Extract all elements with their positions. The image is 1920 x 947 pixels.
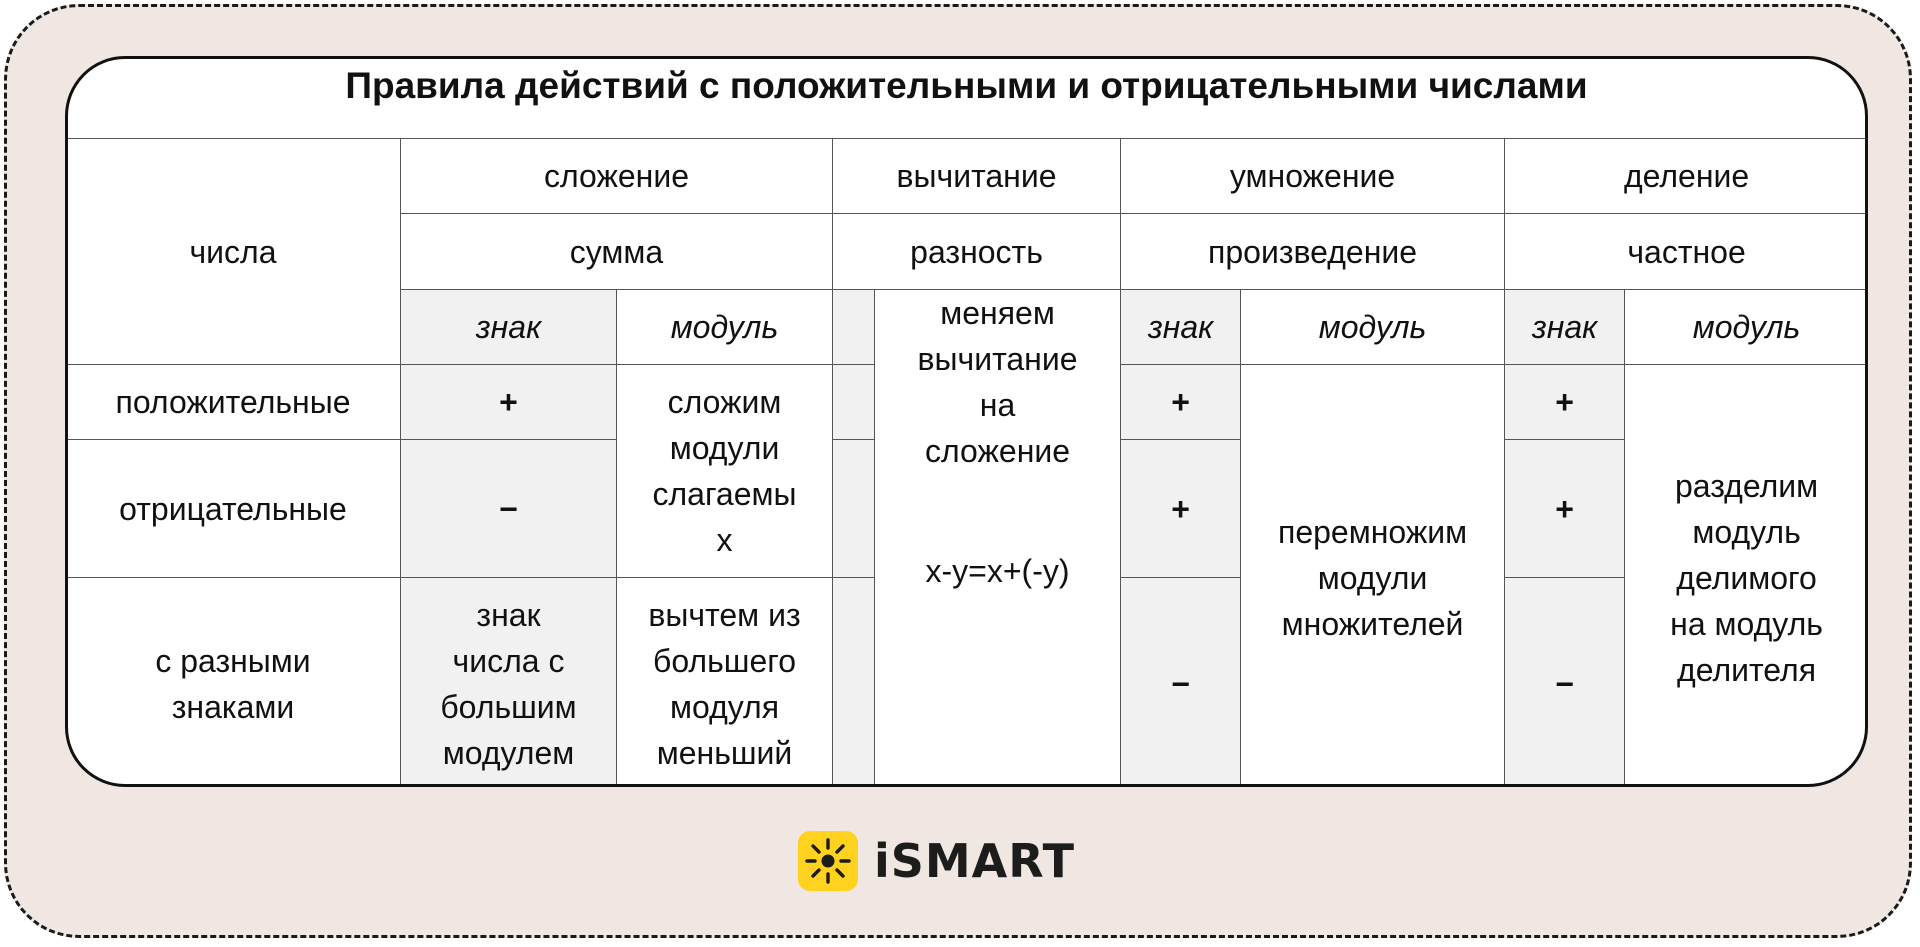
multiplication-positive-sign: + [1121,365,1241,440]
sun-icon [798,831,858,891]
rules-table [65,138,1868,787]
subtraction-formula: x-y=x+(-y) [925,553,1070,589]
row-negative: отрицательные [66,440,401,578]
addition-mixed-sign: знак числа с большим модулем [401,578,617,788]
addition-sign-header: знак [401,290,617,365]
multiplication-negative-sign: + [1121,440,1241,578]
addition-mixed-modulus: вычтем из большего модуля меньший [617,578,833,788]
addition-positive-sign: + [401,365,617,440]
subtraction-header: вычитание [833,139,1121,214]
division-sign-header: знак [1505,290,1625,365]
table-title: Правила действий с положительными и отрицательными числами [68,59,1865,139]
multiplication-sign-header: знак [1121,290,1241,365]
division-header: деление [1505,139,1868,214]
subtraction-rule: меняем вычитание на сложение [917,295,1078,469]
row-mixed-signs: с разными знаками [66,578,401,788]
product-header: произведение [1121,214,1505,290]
subtraction-gap-cell [833,578,875,788]
division-mixed-sign: − [1505,578,1625,788]
division-modulus-header: модуль [1625,290,1868,365]
logo-text: iSMART [874,834,1076,888]
subtraction-rule-cell [875,290,1121,788]
multiplication-mixed-sign: − [1121,578,1241,788]
addition-negative-sign: − [401,440,617,578]
division-negative-sign: + [1505,440,1625,578]
multiplication-modulus: перемножим модули множителей [1241,365,1505,788]
multiplication-modulus-header: модуль [1241,290,1505,365]
division-modulus: разделим модуль делимого на модуль делителя [1625,365,1868,788]
division-positive-sign: + [1505,365,1625,440]
subtraction-gap-cell [833,365,875,440]
page-frame [4,4,1912,938]
addition-header: сложение [401,139,833,214]
sum-header: сумма [401,214,833,290]
numbers-header: числа [66,139,401,365]
addition-modulus-header: модуль [617,290,833,365]
rules-card [65,56,1868,787]
quotient-header: частное [1505,214,1868,290]
subtraction-gap-cell [833,440,875,578]
ismart-logo [798,831,1075,891]
difference-header: разность [833,214,1121,290]
addition-same-modulus: сложим модули слагаемы х [617,365,833,578]
multiplication-header: умножение [1121,139,1505,214]
row-positive: положительные [66,365,401,440]
subtraction-gap-cell [833,290,875,365]
